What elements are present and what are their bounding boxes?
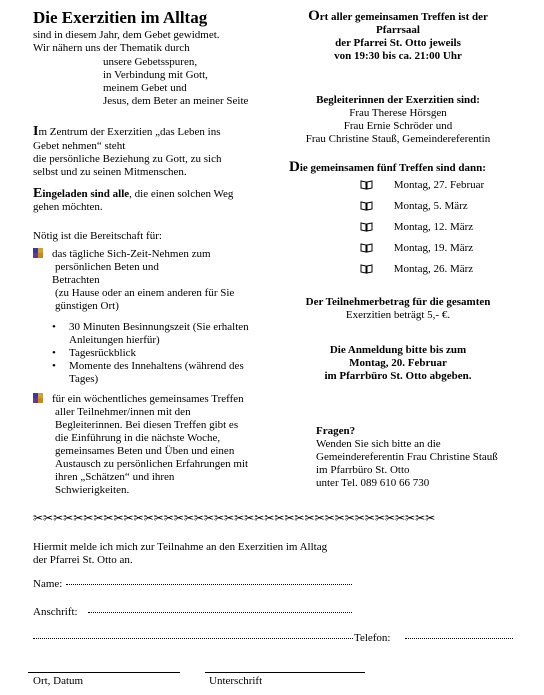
- registration-line: Die Anmeldung bitte bis zum: [329, 344, 467, 356]
- intro-item: in Verbindung mit Gott,: [103, 69, 208, 81]
- intro-line: Wir nähern uns der Thematik durch: [33, 42, 190, 54]
- center-text: steht: [101, 140, 126, 152]
- sub-line: Momente des Innehaltens (während des: [69, 360, 244, 372]
- req-line: das tägliche Sich-Zeit-Nehmen zum: [52, 248, 211, 260]
- req-line: günstigen Ort): [55, 300, 119, 312]
- book-icon: [360, 180, 373, 190]
- questions-title: Fragen?: [316, 425, 356, 437]
- location-line: Pfarrsaal: [376, 24, 420, 36]
- fee-line: Der Teilnehmerbetrag für die gesamten: [305, 296, 491, 308]
- date-text: Montag, 5. März: [393, 200, 468, 212]
- req-line: die Einführung in die nächste Woche,: [55, 432, 221, 444]
- intro-item: Jesus, dem Beter an meiner Seite: [103, 95, 249, 107]
- req-line: Begleiterinnen. Bei diesen Treffen gibt es: [55, 419, 239, 431]
- location-line: der Pfarrei St. Otto jeweils: [335, 37, 461, 49]
- address-field[interactable]: [88, 612, 352, 613]
- book-icon: [360, 222, 373, 232]
- intro-text: [33, 29, 220, 55]
- location-line: von 19:30 bis ca. 21:00 Uhr: [334, 50, 462, 62]
- scissors-cut-line: ✂✂✂✂✂✂✂✂✂✂✂✂✂✂✂✂✂✂✂✂✂✂✂✂✂✂✂✂✂✂✂✂✂✂✂✂✂✂✂✂: [33, 512, 436, 525]
- book-icon: [360, 201, 373, 211]
- page-title: Die Exerzitien im Alltag: [33, 8, 208, 27]
- bullet-arrow-icon: [33, 393, 43, 407]
- center-paragraph: [33, 125, 273, 179]
- companions-block: [282, 94, 514, 146]
- name-label: Name:: [33, 578, 63, 590]
- drop-cap: I: [33, 124, 39, 139]
- center-text: m Zentrum der Exerzitien „das Leben ins: [38, 126, 221, 138]
- companion-name: Frau Ernie Schröder und: [343, 120, 453, 132]
- companions-title: Begleiterinnen der Exerzitien sind:: [316, 94, 480, 106]
- questions-block: [316, 425, 536, 490]
- req-line: ihren „Schätzen“ und ihren: [55, 471, 175, 483]
- sub-line: Tagesrückblick: [69, 347, 137, 359]
- center-text: Gebet nehmen“: [33, 140, 102, 152]
- sub-item: [52, 360, 272, 386]
- date-item: [360, 200, 484, 221]
- questions-line: Gemeindereferentin Frau Christine Stauß: [316, 451, 498, 463]
- invite-paragraph: [33, 187, 273, 214]
- address-field-2[interactable]: [33, 638, 353, 639]
- registration-line: im Pfarrbüro St. Otto abgeben.: [324, 370, 472, 382]
- intro-item: meinem Gebet und: [103, 82, 187, 94]
- intro-item: unsere Gebetsspuren,: [103, 56, 198, 68]
- book-icon: [360, 264, 373, 274]
- dates-list: [360, 179, 484, 284]
- drop-cap: D: [289, 159, 300, 175]
- location-block: [282, 10, 514, 63]
- registration-block: [282, 344, 514, 383]
- sub-item: [52, 347, 272, 360]
- signature-label: Unterschrift: [209, 675, 263, 687]
- date-field[interactable]: [28, 672, 180, 673]
- req-line: aller Teilnehmer/innen mit den: [55, 406, 191, 418]
- date-text: Montag, 19. März: [393, 242, 474, 254]
- drop-cap: E: [33, 186, 43, 201]
- sub-line: Anleitungen hierfür): [69, 334, 160, 346]
- invite-bold: ingeladen sind alle: [42, 188, 130, 200]
- form-intro-line: Hiermit melde ich mich zur Teilnahme an den Exerzitien im Alltag: [33, 541, 328, 553]
- questions-line: Wenden Sie sich bitte an die: [316, 438, 441, 450]
- name-field[interactable]: [66, 584, 352, 585]
- requirement-item-1: [52, 248, 234, 313]
- req-line: Betrachten: [52, 274, 100, 286]
- form-intro: [33, 541, 327, 567]
- req-line: gemeinsames Beten und Üben und einen: [55, 445, 235, 457]
- date-item: [360, 242, 484, 263]
- sub-list: [52, 321, 272, 386]
- req-line: Austausch zu persönlichen Erfahrungen mit: [55, 458, 249, 470]
- req-line: persönlichen Beten und: [55, 261, 159, 273]
- req-line: für ein wöchentliches gemeinsames Treffen: [52, 393, 244, 405]
- fee-line: Exerzitien beträgt 5,- €.: [345, 309, 451, 321]
- companion-name: Frau Christine Stauß, Gemeindereferentin: [305, 133, 491, 145]
- requirement-heading: Nötig ist die Bereitschaft für:: [33, 230, 162, 242]
- bullet-dot-icon: •: [52, 321, 56, 333]
- bullet-dot-icon: •: [52, 360, 56, 372]
- date-item: [360, 263, 484, 284]
- date-text: Montag, 27. Februar: [393, 179, 485, 191]
- invite-text: gehen möchten.: [33, 201, 103, 213]
- companion-name: Frau Therese Hörsgen: [349, 107, 447, 119]
- date-text: Montag, 26. März: [393, 263, 474, 275]
- dates-title-text: ie gemeinsamen fünf Treffen sind dann:: [299, 162, 486, 174]
- drop-cap: O: [308, 8, 320, 24]
- date-text: Montag, 12. März: [393, 221, 474, 233]
- dates-title: [289, 161, 521, 175]
- date-label: Ort, Datum: [33, 675, 84, 687]
- location-line: rt aller gemeinsamen Treffen ist der: [319, 11, 488, 23]
- requirement-item-2: [52, 393, 274, 497]
- intro-line: sind in diesem Jahr, dem Gebet gewidmet.: [33, 29, 220, 41]
- phone-label: Telefon:: [354, 632, 391, 644]
- bullet-dot-icon: •: [52, 347, 56, 359]
- bullet-arrow-icon: [33, 248, 43, 262]
- sub-line: 30 Minuten Besinnungszeit (Sie erhalten: [69, 321, 249, 333]
- sub-item: [52, 321, 272, 347]
- questions-line: im Pfarrbüro St. Otto: [316, 464, 410, 476]
- req-line: Schwierigkeiten.: [55, 484, 130, 496]
- questions-line: unter Tel. 089 610 66 730: [316, 477, 430, 489]
- phone-field[interactable]: [405, 638, 513, 639]
- book-icon: [360, 243, 373, 253]
- registration-line: Montag, 20. Februar: [349, 357, 447, 369]
- address-label: Anschrift:: [33, 606, 78, 618]
- signature-field[interactable]: [205, 672, 365, 673]
- invite-text: , die einen solchen Weg: [129, 188, 234, 200]
- sub-line: Tages): [69, 373, 99, 385]
- fee-block: [282, 296, 514, 322]
- req-line: (zu Hause oder an einem anderen für Sie: [55, 287, 235, 299]
- intro-items: [103, 56, 248, 108]
- center-text: die persönliche Beziehung zu Gott, zu sich: [33, 153, 222, 165]
- date-item: [360, 221, 484, 242]
- center-text: selbst und zu seinen Mitmenschen.: [33, 166, 187, 178]
- date-item: [360, 179, 484, 200]
- form-intro-line: der Pfarrei St. Otto an.: [33, 554, 133, 566]
